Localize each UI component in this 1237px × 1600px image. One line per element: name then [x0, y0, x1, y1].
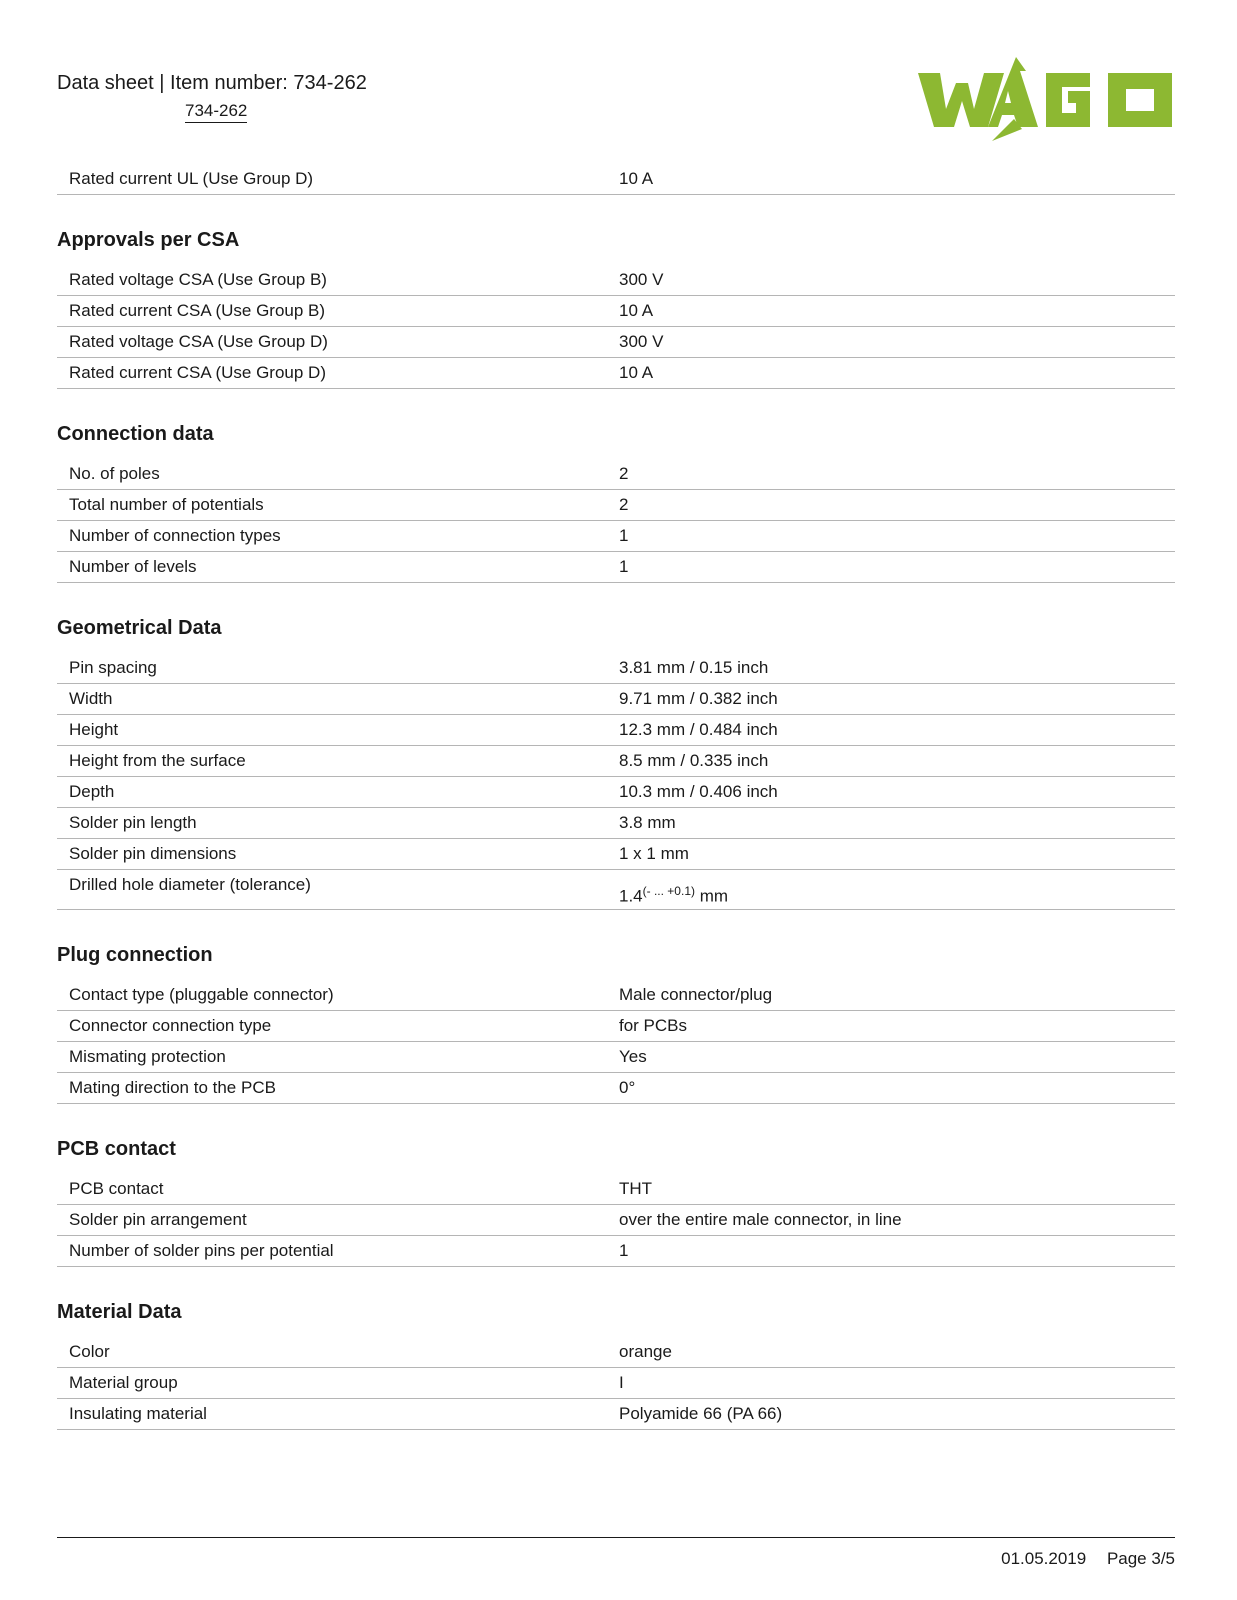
section-approvals-csa — [57, 224, 1175, 389]
spec-row — [57, 653, 1175, 684]
spec-row — [57, 684, 1175, 715]
section-plug-connection — [57, 939, 1175, 1104]
spec-label: Solder pin dimensions — [69, 844, 237, 863]
item-number-link[interactable]: 734-262 — [185, 101, 247, 123]
spec-value: 300 V — [619, 332, 664, 351]
spec-value: 12.3 mm / 0.484 inch — [619, 720, 778, 739]
spec-value: 1 — [619, 1241, 629, 1260]
section-title: PCB contact — [57, 1138, 176, 1160]
section-title: Approvals per CSA — [57, 229, 240, 251]
spec-row — [57, 327, 1175, 358]
section-title: Material Data — [57, 1301, 182, 1323]
spec-row — [57, 1236, 1175, 1267]
section-rated-ul — [57, 164, 1175, 195]
section-geometrical-data — [57, 612, 1175, 910]
spec-value — [617, 870, 1175, 909]
spec-value: 2 — [619, 495, 629, 514]
hole-tolerance: (- ... +0.1) — [642, 884, 695, 898]
spec-row — [57, 1399, 1175, 1430]
spec-label: PCB contact — [69, 1179, 164, 1198]
hole-unit: mm — [699, 886, 729, 906]
spec-value: over the entire male connector, in line — [619, 1210, 902, 1229]
footer-divider — [57, 1537, 1175, 1538]
spec-row — [57, 808, 1175, 839]
spec-value: THT — [619, 1179, 653, 1198]
section-title: Connection data — [57, 423, 214, 445]
spec-row — [57, 459, 1175, 490]
spec-value: I — [619, 1373, 624, 1392]
wago-logo — [918, 57, 1174, 143]
spec-row — [57, 839, 1175, 870]
spec-row — [57, 552, 1175, 583]
section-material-data — [57, 1296, 1175, 1430]
section-title: Geometrical Data — [57, 617, 222, 639]
spec-row — [57, 746, 1175, 777]
spec-label: Number of connection types — [69, 526, 281, 545]
spec-value: 300 V — [619, 270, 664, 289]
spec-label: Drilled hole diameter (tolerance) — [69, 875, 311, 894]
spec-row — [57, 1205, 1175, 1236]
spec-row — [57, 870, 1175, 910]
spec-row — [57, 521, 1175, 552]
spec-value: Polyamide 66 (PA 66) — [619, 1404, 783, 1423]
spec-row — [57, 358, 1175, 389]
spec-label: Material group — [69, 1373, 178, 1392]
spec-value: orange — [619, 1342, 672, 1361]
spec-label: Rated current UL (Use Group D) — [69, 169, 314, 188]
spec-label: Rated voltage CSA (Use Group B) — [69, 270, 327, 289]
spec-row — [57, 265, 1175, 296]
spec-row — [57, 490, 1175, 521]
footer-date: 01.05.2019 — [1001, 1549, 1087, 1568]
spec-row — [57, 1174, 1175, 1205]
spec-value: 1 x 1 mm — [619, 844, 689, 863]
spec-value: 10 A — [619, 169, 654, 188]
spec-value: 1 — [619, 557, 629, 576]
spec-label: Connector connection type — [69, 1016, 272, 1035]
spec-row — [57, 296, 1175, 327]
spec-label: Color — [69, 1342, 110, 1361]
spec-label: Height from the surface — [69, 751, 246, 770]
spec-value: for PCBs — [619, 1016, 688, 1035]
spec-label: Insulating material — [69, 1404, 207, 1423]
footer — [1001, 1549, 1175, 1569]
spec-label: Pin spacing — [69, 658, 157, 677]
spec-value: 0° — [619, 1078, 636, 1097]
spec-value: 9.71 mm / 0.382 inch — [619, 689, 778, 708]
hole-diameter-value: 1.4 — [619, 886, 643, 906]
spec-label: Solder pin length — [69, 813, 197, 832]
spec-value: 3.81 mm / 0.15 inch — [619, 658, 769, 677]
spec-label: No. of poles — [69, 464, 160, 483]
spec-value: 1 — [619, 526, 629, 545]
section-title: Plug connection — [57, 944, 213, 966]
spec-row — [57, 164, 1175, 195]
spec-value: Male connector/plug — [619, 985, 773, 1004]
spec-label: Rated voltage CSA (Use Group D) — [69, 332, 328, 351]
section-pcb-contact — [57, 1133, 1175, 1267]
spec-label: Rated current CSA (Use Group B) — [69, 301, 326, 320]
spec-label: Mating direction to the PCB — [69, 1078, 276, 1097]
section-connection-data — [57, 418, 1175, 583]
spec-row — [57, 1011, 1175, 1042]
spec-row — [57, 715, 1175, 746]
spec-value: 2 — [619, 464, 629, 483]
page-title: Data sheet | Item number: 734-262 — [57, 72, 367, 94]
spec-label: Total number of potentials — [69, 495, 264, 514]
spec-row — [57, 1337, 1175, 1368]
spec-label: Width — [69, 689, 113, 708]
spec-row — [57, 1368, 1175, 1399]
spec-value: 3.8 mm — [619, 813, 676, 832]
spec-label: Mismating protection — [69, 1047, 226, 1066]
spec-label: Solder pin arrangement — [69, 1210, 247, 1229]
spec-label: Depth — [69, 782, 115, 801]
spec-value: 10 A — [619, 301, 654, 320]
spec-value: 8.5 mm / 0.335 inch — [619, 751, 769, 770]
spec-label: Height — [69, 720, 119, 739]
spec-value: 10 A — [619, 363, 654, 382]
spec-label: Rated current CSA (Use Group D) — [69, 363, 326, 382]
spec-label: Number of solder pins per potential — [69, 1241, 334, 1260]
spec-value: Yes — [619, 1047, 647, 1066]
spec-row — [57, 777, 1175, 808]
spec-value: 10.3 mm / 0.406 inch — [619, 782, 778, 801]
spec-row — [57, 1042, 1175, 1073]
spec-row — [57, 980, 1175, 1011]
spec-label: Contact type (pluggable connector) — [69, 985, 334, 1004]
footer-page-number: Page 3/5 — [1106, 1549, 1175, 1568]
spec-label: Number of levels — [69, 557, 197, 576]
spec-row — [57, 1073, 1175, 1104]
